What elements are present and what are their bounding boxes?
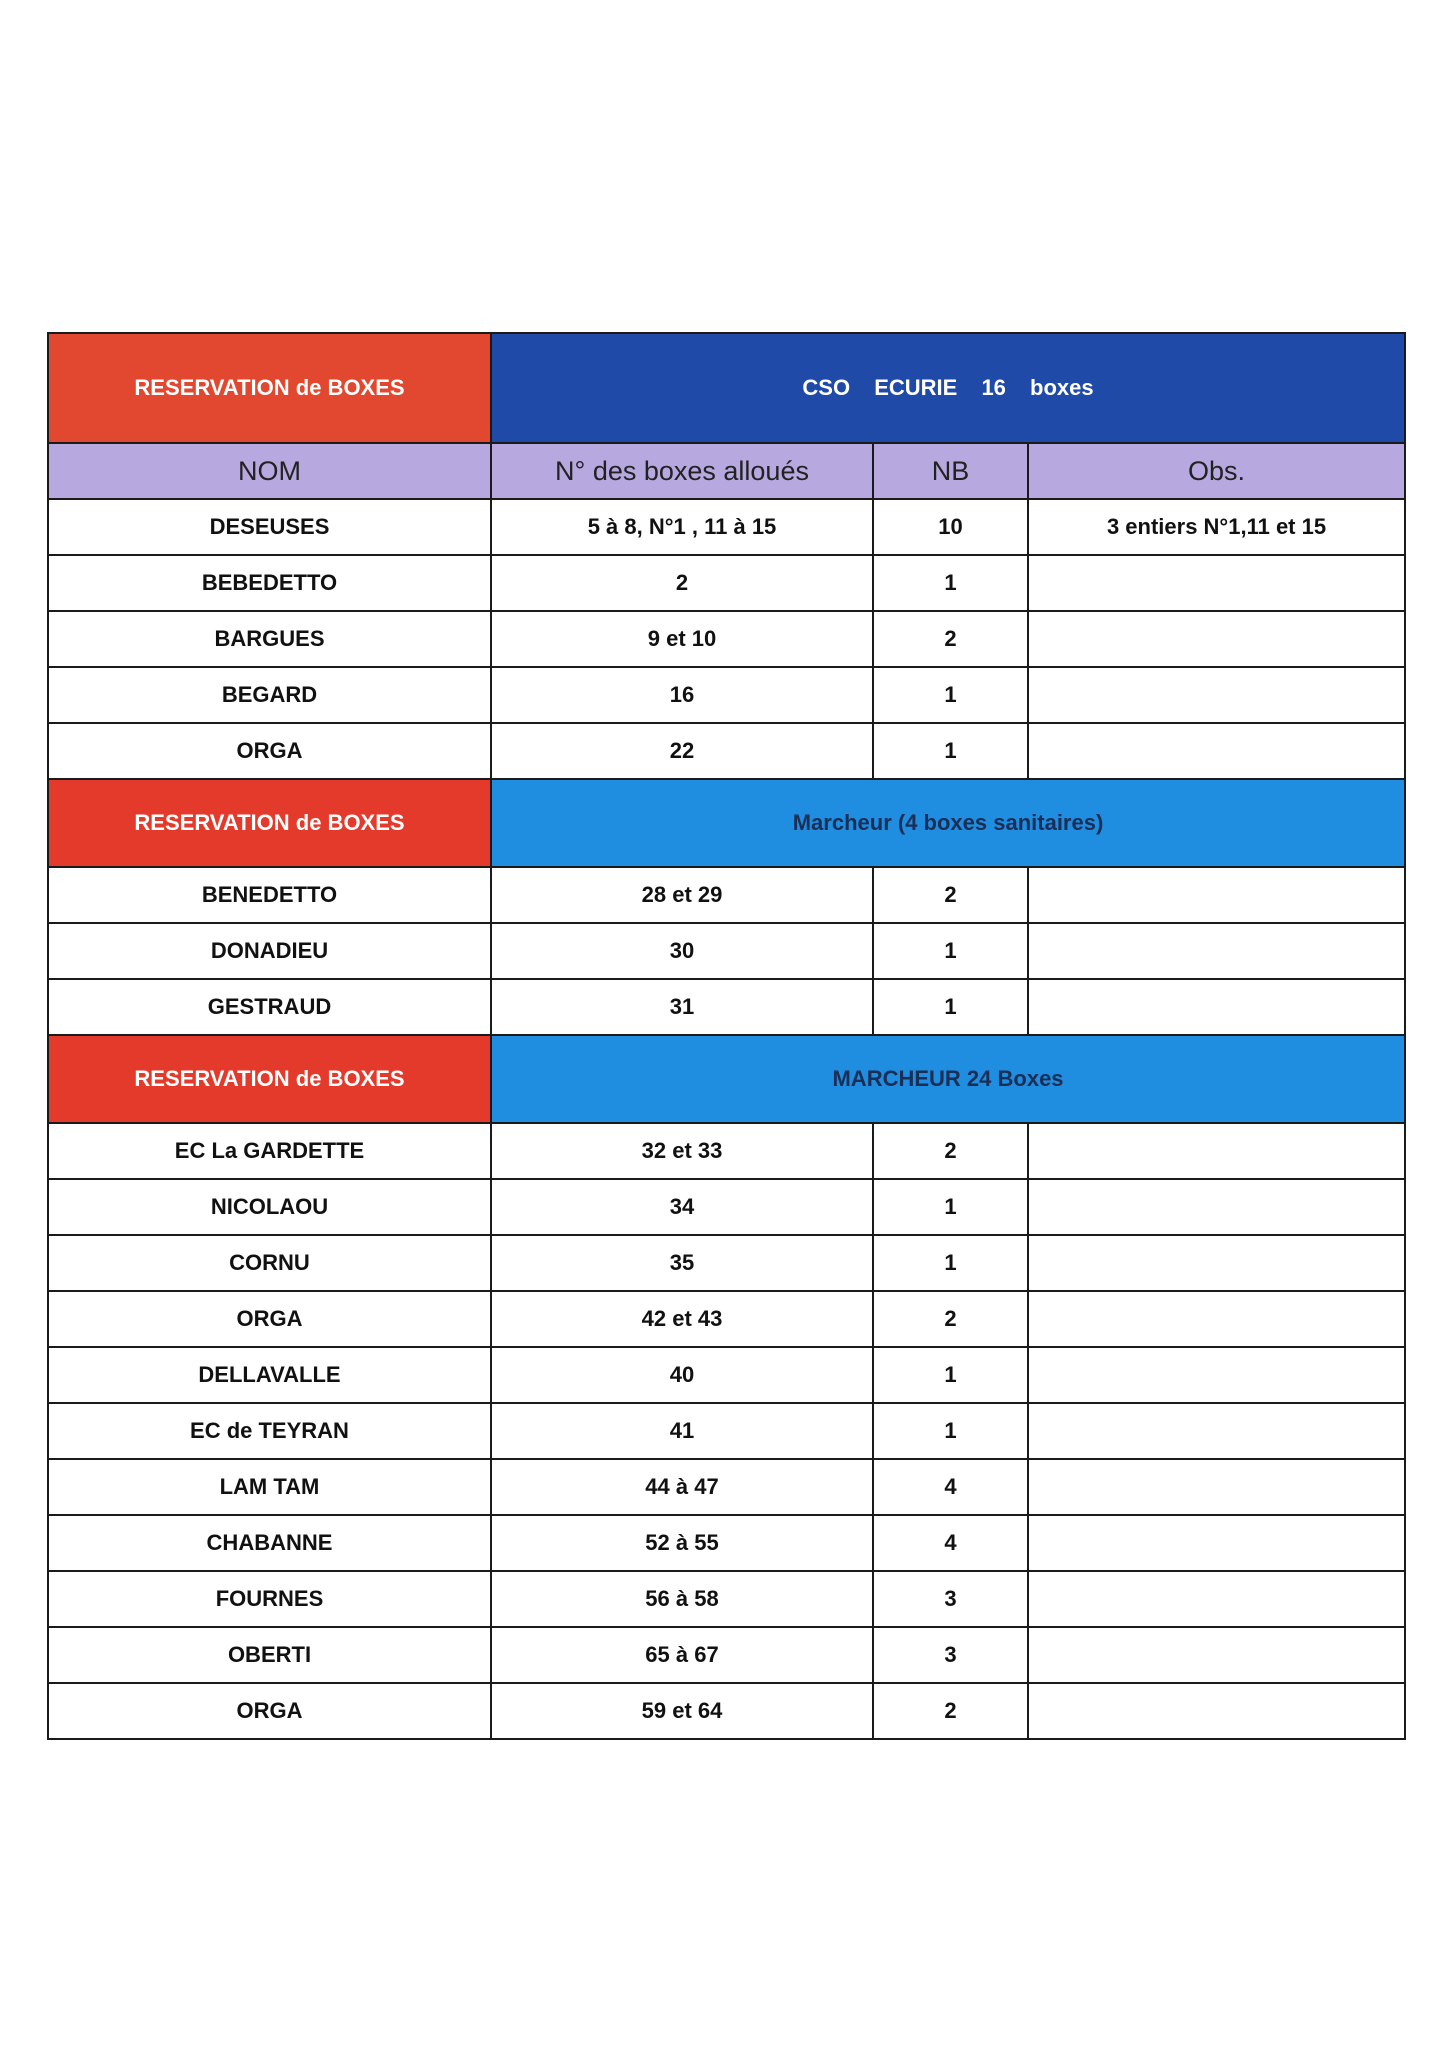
cell-nom: EC de TEYRAN [48, 1403, 491, 1459]
cell-boxes: 42 et 43 [491, 1291, 873, 1347]
cell-nb: 4 [873, 1515, 1028, 1571]
cell-nb: 2 [873, 1683, 1028, 1739]
cell-obs [1028, 1291, 1405, 1347]
table-row [48, 979, 1405, 1035]
table-row [48, 923, 1405, 979]
section-header-row [48, 779, 1405, 867]
reservation-table [47, 332, 1406, 1740]
cell-obs [1028, 555, 1405, 611]
cell-nom: ORGA [48, 1683, 491, 1739]
cell-boxes: 35 [491, 1235, 873, 1291]
table-body [48, 333, 1405, 1739]
cell-boxes: 44 à 47 [491, 1459, 873, 1515]
cell-nb: 2 [873, 867, 1028, 923]
cell-obs [1028, 1403, 1405, 1459]
table-row [48, 1123, 1405, 1179]
cell-nom: GESTRAUD [48, 979, 491, 1035]
cell-obs [1028, 1459, 1405, 1515]
cell-nom: DELLAVALLE [48, 1347, 491, 1403]
cell-nb: 1 [873, 1235, 1028, 1291]
table-row [48, 555, 1405, 611]
cell-nom: EC La GARDETTE [48, 1123, 491, 1179]
table-row [48, 1291, 1405, 1347]
main-title: CSO ECURIE 16 boxes [491, 333, 1405, 443]
column-header-obs: Obs. [1028, 443, 1405, 499]
cell-obs [1028, 923, 1405, 979]
column-header-boxes: N° des boxes alloués [491, 443, 873, 499]
table-row [48, 1179, 1405, 1235]
cell-boxes: 2 [491, 555, 873, 611]
column-header-row [48, 443, 1405, 499]
cell-boxes: 30 [491, 923, 873, 979]
cell-boxes: 40 [491, 1347, 873, 1403]
cell-nb: 1 [873, 667, 1028, 723]
cell-nb: 2 [873, 1123, 1028, 1179]
cell-nom: CHABANNE [48, 1515, 491, 1571]
cell-nb: 1 [873, 555, 1028, 611]
column-header-nom: NOM [48, 443, 491, 499]
cell-obs [1028, 1571, 1405, 1627]
cell-obs [1028, 1347, 1405, 1403]
cell-boxes: 28 et 29 [491, 867, 873, 923]
cell-nom: DESEUSES [48, 499, 491, 555]
cell-obs [1028, 667, 1405, 723]
cell-nom: BEGARD [48, 667, 491, 723]
cell-nb: 10 [873, 499, 1028, 555]
cell-nb: 1 [873, 723, 1028, 779]
reservation-sheet [47, 332, 1404, 1740]
cell-obs [1028, 979, 1405, 1035]
title-row [48, 333, 1405, 443]
cell-nom: DONADIEU [48, 923, 491, 979]
cell-nom: BARGUES [48, 611, 491, 667]
cell-nb: 2 [873, 611, 1028, 667]
cell-boxes: 65 à 67 [491, 1627, 873, 1683]
table-row [48, 1235, 1405, 1291]
table-row [48, 867, 1405, 923]
cell-boxes: 9 et 10 [491, 611, 873, 667]
cell-obs [1028, 1179, 1405, 1235]
table-row [48, 1515, 1405, 1571]
cell-nom: CORNU [48, 1235, 491, 1291]
reservation-label: RESERVATION de BOXES [48, 333, 491, 443]
section-reservation-label: RESERVATION de BOXES [48, 1035, 491, 1123]
section-title: Marcheur (4 boxes sanitaires) [491, 779, 1405, 867]
table-row [48, 667, 1405, 723]
cell-nb: 2 [873, 1291, 1028, 1347]
table-row [48, 1403, 1405, 1459]
table-row [48, 499, 1405, 555]
cell-boxes: 34 [491, 1179, 873, 1235]
table-row [48, 1683, 1405, 1739]
cell-nom: FOURNES [48, 1571, 491, 1627]
cell-boxes: 52 à 55 [491, 1515, 873, 1571]
cell-boxes: 5 à 8, N°1 , 11 à 15 [491, 499, 873, 555]
section-reservation-label: RESERVATION de BOXES [48, 779, 491, 867]
cell-nb: 3 [873, 1627, 1028, 1683]
table-row [48, 611, 1405, 667]
cell-boxes: 56 à 58 [491, 1571, 873, 1627]
cell-obs [1028, 1123, 1405, 1179]
cell-nom: LAM TAM [48, 1459, 491, 1515]
cell-obs [1028, 867, 1405, 923]
cell-nb: 1 [873, 1179, 1028, 1235]
table-row [48, 1459, 1405, 1515]
cell-nom: ORGA [48, 1291, 491, 1347]
cell-nom: OBERTI [48, 1627, 491, 1683]
cell-nb: 3 [873, 1571, 1028, 1627]
cell-nom: BEBEDETTO [48, 555, 491, 611]
cell-nom: BENEDETTO [48, 867, 491, 923]
cell-nom: ORGA [48, 723, 491, 779]
cell-obs [1028, 1235, 1405, 1291]
cell-obs: 3 entiers N°1,11 et 15 [1028, 499, 1405, 555]
cell-nb: 1 [873, 923, 1028, 979]
section-header-row [48, 1035, 1405, 1123]
cell-boxes: 31 [491, 979, 873, 1035]
cell-boxes: 22 [491, 723, 873, 779]
table-row [48, 1347, 1405, 1403]
cell-obs [1028, 611, 1405, 667]
cell-obs [1028, 1683, 1405, 1739]
cell-nb: 1 [873, 1347, 1028, 1403]
cell-obs [1028, 1515, 1405, 1571]
cell-nb: 4 [873, 1459, 1028, 1515]
cell-obs [1028, 723, 1405, 779]
cell-obs [1028, 1627, 1405, 1683]
cell-nb: 1 [873, 1403, 1028, 1459]
cell-boxes: 16 [491, 667, 873, 723]
cell-boxes: 41 [491, 1403, 873, 1459]
cell-nb: 1 [873, 979, 1028, 1035]
column-header-nb: NB [873, 443, 1028, 499]
table-row [48, 1571, 1405, 1627]
cell-boxes: 32 et 33 [491, 1123, 873, 1179]
cell-boxes: 59 et 64 [491, 1683, 873, 1739]
section-title: MARCHEUR 24 Boxes [491, 1035, 1405, 1123]
table-row [48, 723, 1405, 779]
table-row [48, 1627, 1405, 1683]
cell-nom: NICOLAOU [48, 1179, 491, 1235]
